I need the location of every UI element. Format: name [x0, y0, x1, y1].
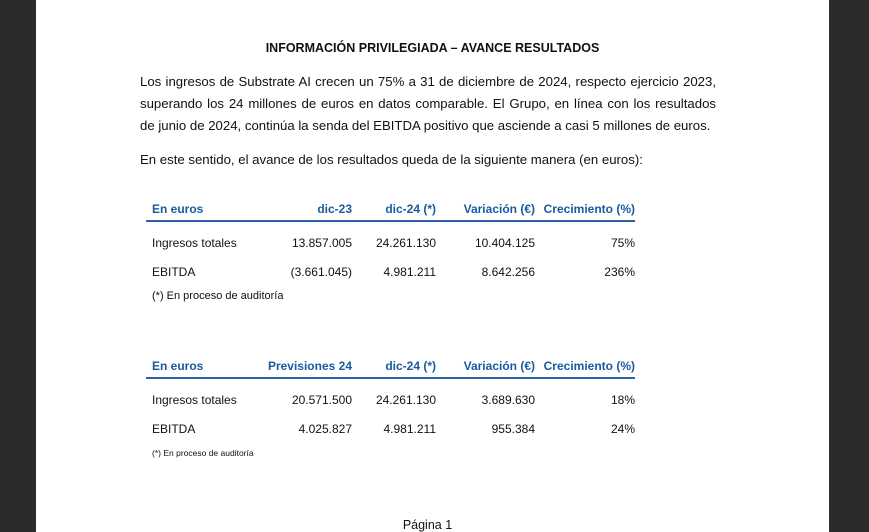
table-cell: 24.261.130 — [375, 392, 436, 407]
table-cell: (3.661.045) — [290, 264, 352, 279]
table-cell: 18% — [610, 392, 635, 407]
table-header-row — [146, 341, 635, 378]
audit-footnote: (*) En proceso de auditoría — [152, 448, 254, 458]
document-page — [36, 0, 829, 532]
viewer-right-margin — [829, 0, 869, 532]
results-table-forecast — [146, 341, 635, 443]
table-cell: 10.404.125 — [474, 235, 535, 250]
table-cell: Ingresos totales — [152, 235, 237, 250]
table-header-row — [146, 184, 635, 221]
page-number: Página 1 — [402, 518, 453, 532]
table-cell: 4.981.211 — [383, 264, 436, 279]
table-cell: 236% — [604, 264, 635, 279]
table-cell: 13.857.005 — [291, 235, 352, 250]
table-cell: 75% — [610, 235, 635, 250]
viewer-left-margin — [0, 0, 36, 532]
results-table-2023 — [146, 184, 635, 286]
intro-paragraph: Los ingresos de Substrate AI crecen un 75% a 31 de diciembre de 2024, respecto ejercicio 2023, superando los 24 millones de euros en datos comparable. El Grupo, en línea con los resultados de junio de 2024, continúa la senda del EBITDA positivo que asciende a casi 5 millones de euros. — [140, 74, 716, 133]
table-row — [146, 414, 635, 443]
column-header: Variación (€) — [436, 341, 535, 378]
table-row — [146, 257, 635, 286]
column-header: dic-24 (*) — [352, 184, 436, 221]
table-row — [146, 221, 635, 257]
column-header: En euros — [146, 184, 266, 221]
column-header: Crecimiento (%) — [535, 184, 635, 221]
table-cell: Ingresos totales — [152, 392, 237, 407]
table-cell: 955.384 — [491, 421, 535, 436]
table-cell: 4.025.827 — [298, 421, 352, 436]
column-header: dic-24 (*) — [352, 341, 436, 378]
column-header: Variación (€) — [436, 184, 535, 221]
table-row — [146, 378, 635, 414]
column-header: En euros — [146, 341, 266, 378]
table-cell: 3.689.630 — [481, 392, 535, 407]
column-header: Previsiones 24 — [266, 341, 352, 378]
table-cell: EBITDA — [152, 264, 196, 279]
audit-footnote: (*) En proceso de auditoría — [152, 290, 284, 302]
table-cell: 8.642.256 — [481, 264, 535, 279]
table-cell: EBITDA — [152, 421, 196, 436]
table-cell: 24.261.130 — [375, 235, 436, 250]
results-intro-paragraph: En este sentido, el avance de los resultados queda de la siguiente manera (en euros): — [140, 152, 643, 167]
column-header: Crecimiento (%) — [535, 341, 635, 378]
table-cell: 4.981.211 — [383, 421, 436, 436]
document-title: INFORMACIÓN PRIVILEGIADA – AVANCE RESULTADOS — [265, 41, 600, 55]
table-cell: 24% — [610, 421, 635, 436]
column-header: dic-23 — [266, 184, 352, 221]
table-cell: 20.571.500 — [291, 392, 352, 407]
